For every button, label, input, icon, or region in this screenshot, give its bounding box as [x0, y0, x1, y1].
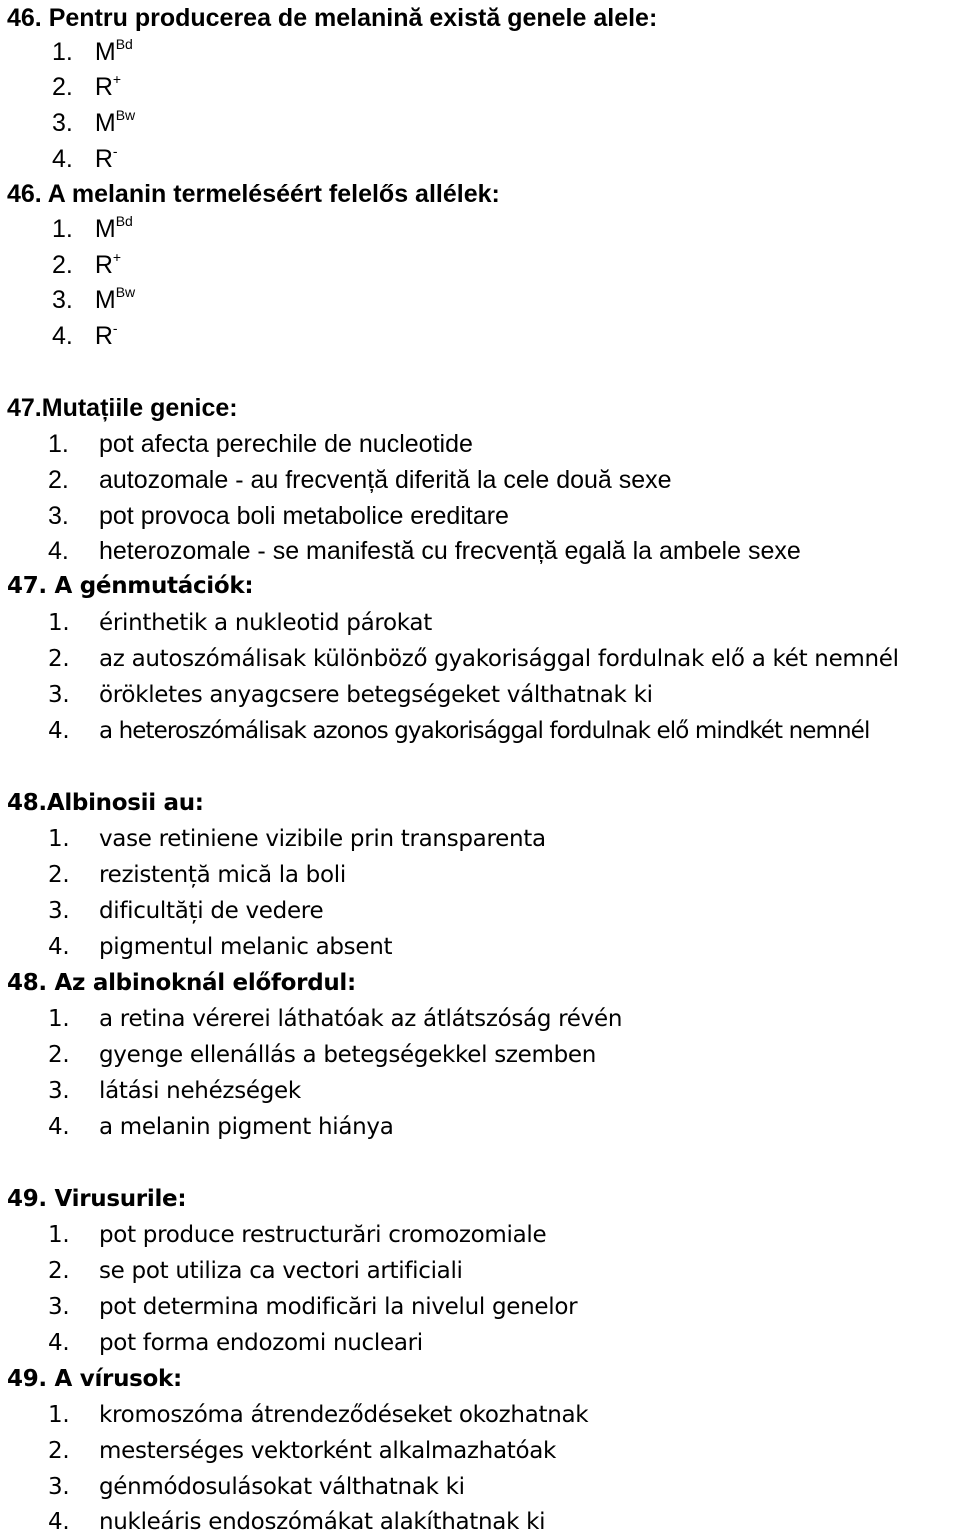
item-number: 2. [48, 466, 69, 494]
answer-text: se pot utiliza ca vectori artificiali [99, 1258, 463, 1284]
allele-superscript: Bw [115, 107, 136, 123]
answer-text: a melanin pigment hiánya [99, 1114, 394, 1140]
answer-text: heterozomale - se manifestă cu frecvență egală la ambele sexe [99, 537, 801, 565]
allele-superscript: - [112, 320, 118, 336]
item-number: 4. [52, 145, 73, 173]
item-number: 1. [48, 1402, 70, 1428]
allele-symbol: M [94, 286, 116, 314]
allele-superscript: - [112, 143, 118, 159]
item-number: 3. [48, 502, 69, 530]
allele-symbol: M [94, 215, 116, 243]
answer-item [52, 251, 121, 280]
answer-text: pot afecta perechile de nucleotide [99, 430, 473, 458]
item-number: 3. [48, 1294, 70, 1320]
answer-item [52, 322, 118, 351]
answer-text: az autoszómálisak különböző gyakorisággal fordulnak elő a két nemnél [99, 646, 899, 672]
item-number: 1. [52, 38, 73, 66]
allele-symbol: R [94, 322, 113, 350]
answer-text: pot provoca boli metabolice ereditare [99, 502, 509, 530]
answer-text: kromoszóma átrendeződéseket okozhatnak [99, 1402, 589, 1428]
answer-text: pot forma endozomi nucleari [99, 1330, 423, 1356]
item-number: 1. [48, 610, 70, 636]
question-title: 46. Pentru producerea de melanină există genele alele: [7, 4, 658, 32]
item-number: 3. [48, 1078, 70, 1104]
item-number: 1. [48, 430, 69, 458]
answer-text: vase retiniene vizibile prin transparenta [99, 826, 546, 852]
answer-text: érinthetik a nukleotid párokat [99, 610, 432, 636]
allele-superscript: Bd [115, 36, 133, 52]
answer-text: a heteroszómálisak azonos gyakorisággal fordulnak elő mindkét nemnél [99, 718, 870, 744]
item-number: 4. [48, 1114, 70, 1140]
answer-text: látási nehézségek [99, 1078, 301, 1104]
item-number: 3. [48, 898, 70, 924]
item-number: 2. [52, 251, 73, 279]
item-number: 1. [48, 1006, 70, 1032]
item-number: 2. [48, 1258, 70, 1284]
answer-text: pot determina modificări la nivelul genelor [99, 1294, 578, 1320]
item-number: 4. [48, 934, 70, 960]
item-number: 3. [48, 1474, 70, 1500]
answer-item [52, 73, 121, 102]
item-number: 3. [52, 286, 73, 314]
item-number: 3. [48, 682, 70, 708]
item-number: 4. [48, 1330, 70, 1356]
item-number: 3. [52, 109, 73, 137]
allele-symbol: R [94, 251, 113, 279]
allele-superscript: Bd [115, 213, 133, 229]
answer-item [52, 109, 135, 138]
question-title: 48.Albinosii au: [7, 790, 204, 816]
answer-text: rezistență mică la boli [99, 862, 346, 888]
answer-item [52, 215, 133, 244]
answer-text: mesterséges vektorként alkalmazhatóak [99, 1438, 557, 1464]
item-number: 2. [48, 1438, 70, 1464]
question-title: 47.Mutațiile genice: [7, 394, 238, 422]
answer-text: autozomale - au frecvență diferită la cele două sexe [99, 466, 672, 494]
allele-superscript: + [112, 249, 122, 265]
item-number: 4. [48, 1509, 70, 1535]
item-number: 2. [48, 1042, 70, 1068]
item-number: 2. [48, 862, 70, 888]
answer-text: örökletes anyagcsere betegségeket válthatnak ki [99, 682, 653, 708]
item-number: 2. [48, 646, 70, 672]
answer-text: dificultăți de vedere [99, 898, 324, 924]
allele-superscript: Bw [115, 284, 136, 300]
item-number: 1. [52, 215, 73, 243]
answer-text: a retina vérerei láthatóak az átlátszóság révén [99, 1006, 623, 1032]
allele-symbol: M [94, 109, 116, 137]
item-number: 4. [48, 537, 69, 565]
allele-symbol: R [94, 73, 113, 101]
question-title: 49. A vírusok: [7, 1366, 182, 1392]
item-number: 4. [52, 322, 73, 350]
item-number: 4. [48, 718, 70, 744]
question-title: 48. Az albinoknál előfordul: [7, 970, 356, 996]
item-number: 1. [48, 826, 70, 852]
answer-text: pot produce restructurări cromozomiale [99, 1222, 547, 1248]
answer-text: pigmentul melanic absent [99, 934, 393, 960]
item-number: 1. [48, 1222, 70, 1248]
answer-item [52, 145, 118, 174]
allele-symbol: M [94, 38, 116, 66]
question-title: 47. A génmutációk: [7, 573, 254, 599]
question-title: 46. A melanin termeléséért felelős allélek: [7, 180, 500, 208]
question-title: 49. Virusurile: [7, 1186, 187, 1212]
item-number: 2. [52, 73, 73, 101]
allele-superscript: + [112, 71, 122, 87]
answer-text: gyenge ellenállás a betegségekkel szemben [99, 1042, 597, 1068]
answer-text: génmódosulásokat válthatnak ki [99, 1474, 465, 1500]
answer-text: nukleáris endoszómákat alakíthatnak ki [99, 1509, 546, 1535]
answer-item [52, 286, 135, 315]
answer-item [52, 38, 133, 67]
allele-symbol: R [94, 145, 113, 173]
